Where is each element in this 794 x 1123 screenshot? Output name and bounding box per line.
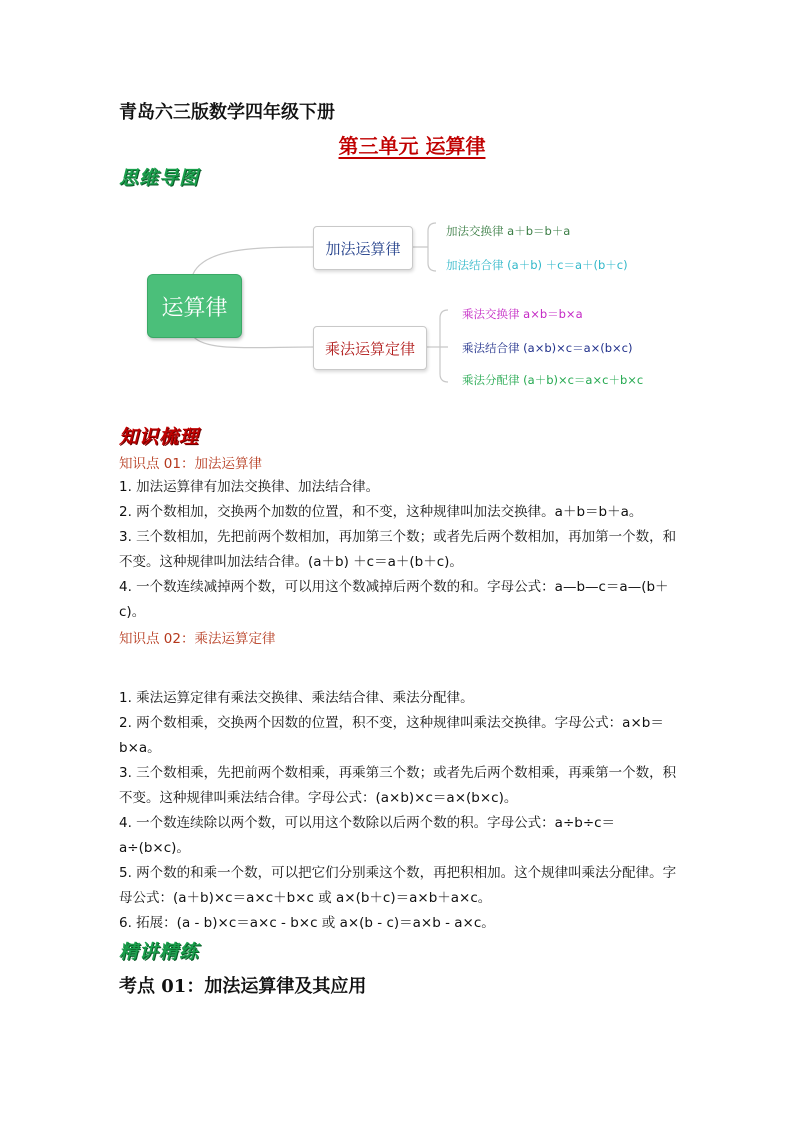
- kp2-para-1: 1. 乘法运算定律有乘法交换律、乘法结合律、乘法分配律。: [119, 690, 474, 706]
- kp2-para-2: 2. 两个数相乘，交换两个因数的位置，积不变，这种规律叫乘法交换律。字母公式：a×b＝b×a。: [119, 715, 664, 756]
- mindmap-root-node: 运算律: [147, 274, 242, 338]
- kp2-label: 知识点 02：乘法运算定律: [119, 631, 276, 647]
- mindmap-leaf-mul-associative: 乘法结合律 (a×b)×c＝a×(b×c): [462, 341, 633, 355]
- mindmap-heading: 思维导图: [119, 167, 200, 189]
- mindmap-branch-multiplication: 乘法运算定律: [313, 326, 427, 370]
- mindmap-leaf-add-commutative: 加法交换律 a＋b＝b＋a: [446, 224, 571, 238]
- kp2-para-3: 3. 三个数相乘，先把前两个数相乘，再乘第三个数；或者先后两个数相乘，再乘第一个数，积不变。这种规律叫乘法结合律。字母公式：(a×b)×c＝a×(b×c)。: [119, 765, 677, 806]
- unit-title-text: 第三单元 运算律: [338, 134, 486, 158]
- kp2-para-5: 5. 两个数的和乘一个数，可以把它们分别乘这个数，再把积相加。这个规律叫乘法分配律。字母公式：(a＋b)×c＝a×c＋b×c 或 a×(b＋c)＝a×b＋a×c。: [119, 865, 677, 906]
- kp1-para-1: 1. 加法运算律有加法交换律、加法结合律。: [119, 479, 380, 495]
- kp1-para-3: 3. 三个数相加，先把前两个数相加，再加第三个数；或者先后两个数相加，再加第一个数，和不变。这种规律叫加法结合律。(a＋b) ＋c＝a＋(b＋c)。: [119, 529, 677, 570]
- kp1-para-4: 4. 一个数连续减掉两个数，可以用这个数减掉后两个数的和。字母公式：a—b—c＝a—(b＋c)。: [119, 579, 669, 620]
- mindmap-branch-addition: 加法运算律: [313, 226, 413, 270]
- mindmap-leaf-add-associative: 加法结合律 (a＋b) ＋c＝a＋(b＋c): [446, 258, 628, 272]
- mindmap-leaf-mul-commutative: 乘法交换律 a×b＝b×a: [462, 307, 583, 321]
- mindmap-leaf-mul-distributive: 乘法分配律 (a＋b)×c＝a×c＋b×c: [462, 373, 644, 387]
- book-title: 青岛六三版数学四年级下册: [119, 102, 335, 123]
- knowledge-heading: 知识梳理: [119, 426, 200, 448]
- kaodian-title: 考点 01：加法运算律及其应用: [119, 976, 367, 997]
- kp2-para-6: 6. 拓展：(a - b)×c＝a×c - b×c 或 a×(b - c)＝a×b - a×c。: [119, 915, 495, 931]
- practice-heading: 精讲精练: [119, 941, 200, 963]
- unit-title: [0, 130, 794, 159]
- kp2-para-4: 4. 一个数连续除以两个数，可以用这个数除以后两个数的积。字母公式：a÷b÷c＝a÷(b×c)。: [119, 815, 616, 856]
- kp1-label: 知识点 01：加法运算律: [119, 456, 262, 472]
- kp1-para-2: 2. 两个数相加，交换两个加数的位置，和不变，这种规律叫加法交换律。a＋b＝b＋a。: [119, 504, 643, 520]
